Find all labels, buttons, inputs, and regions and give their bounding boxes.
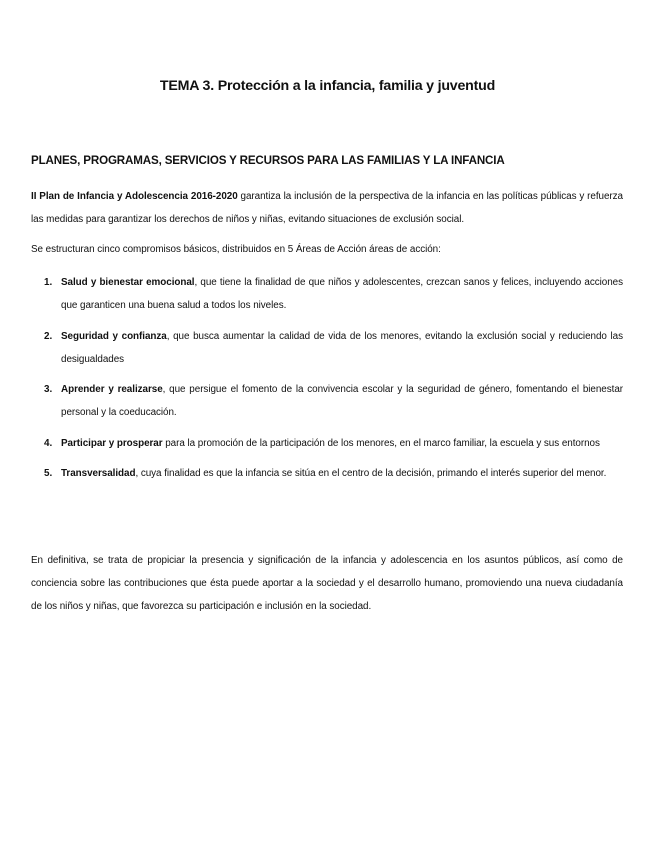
area-description: , que persigue el fomento de la convivencia escolar y la seguridad de género, fomentando el bienestar personal y la coeducación. <box>61 384 623 418</box>
list-number: 4. <box>44 437 53 449</box>
structure-paragraph: Se estructuran cinco compromisos básicos, distribuidos en 5 Áreas de Acción áreas de acción: <box>31 244 441 255</box>
list-number: 1. <box>44 277 53 288</box>
areas-list <box>31 271 623 493</box>
area-name: Transversalidad <box>61 468 136 479</box>
area-description: , que tiene la finalidad de que niños y adolescentes, crezcan sanos y felices, incluyendo acciones que garanticen una buena salud a todos los niveles. <box>61 277 623 311</box>
list-item <box>31 432 623 455</box>
intro-paragraph <box>31 185 623 231</box>
list-item <box>31 325 623 371</box>
area-description: , cuya finalidad es que la infancia se sitúa en el centro de la decisión, primando el interés superior del menor. <box>135 468 607 479</box>
list-number: 3. <box>44 384 53 395</box>
document-title: TEMA 3. Protección a la infancia, familia y juventud <box>159 78 496 94</box>
area-description: , que busca aumentar la calidad de vida de los menores, evitando la exclusión social y reduciendo las desigualdades <box>61 330 623 365</box>
list-item <box>31 271 623 317</box>
area-name: Participar y prosperar <box>61 437 163 449</box>
plan-name: II Plan de Infancia y Adolescencia 2016-2020 <box>31 191 238 202</box>
area-name: Salud y bienestar emocional <box>61 277 195 288</box>
list-number: 2. <box>44 330 53 342</box>
area-description: para la promoción de la participación de los menores, en el marco familiar, la escuela y sus entornos <box>162 437 600 449</box>
intro-text: garantiza la inclusión de la perspectiva de la infancia en las políticas públicas y refuerza las medidas para garantizar los derechos de niños y niñas, evitando situaciones de exclusión social. <box>31 191 623 225</box>
list-item <box>31 462 623 485</box>
area-name: Aprender y realizarse <box>61 384 163 395</box>
list-number: 5. <box>44 468 53 479</box>
list-item <box>31 378 623 424</box>
section-heading: PLANES, PROGRAMAS, SERVICIOS Y RECURSOS PARA LAS FAMILIAS Y LA INFANCIA <box>31 154 505 167</box>
conclusion-paragraph: En definitiva, se trata de propiciar la presencia y significación de la infancia y adolescencia en los asuntos públicos, así como de conciencia sobre las contribuciones que ésta puede aportar a la sociedad y el desarrollo humano, promoviendo una nueva ciudadanía de los niños y niñas, que favorezca su participación e inclusión en la sociedad. <box>31 555 623 612</box>
area-name: Seguridad y confianza <box>61 330 167 342</box>
